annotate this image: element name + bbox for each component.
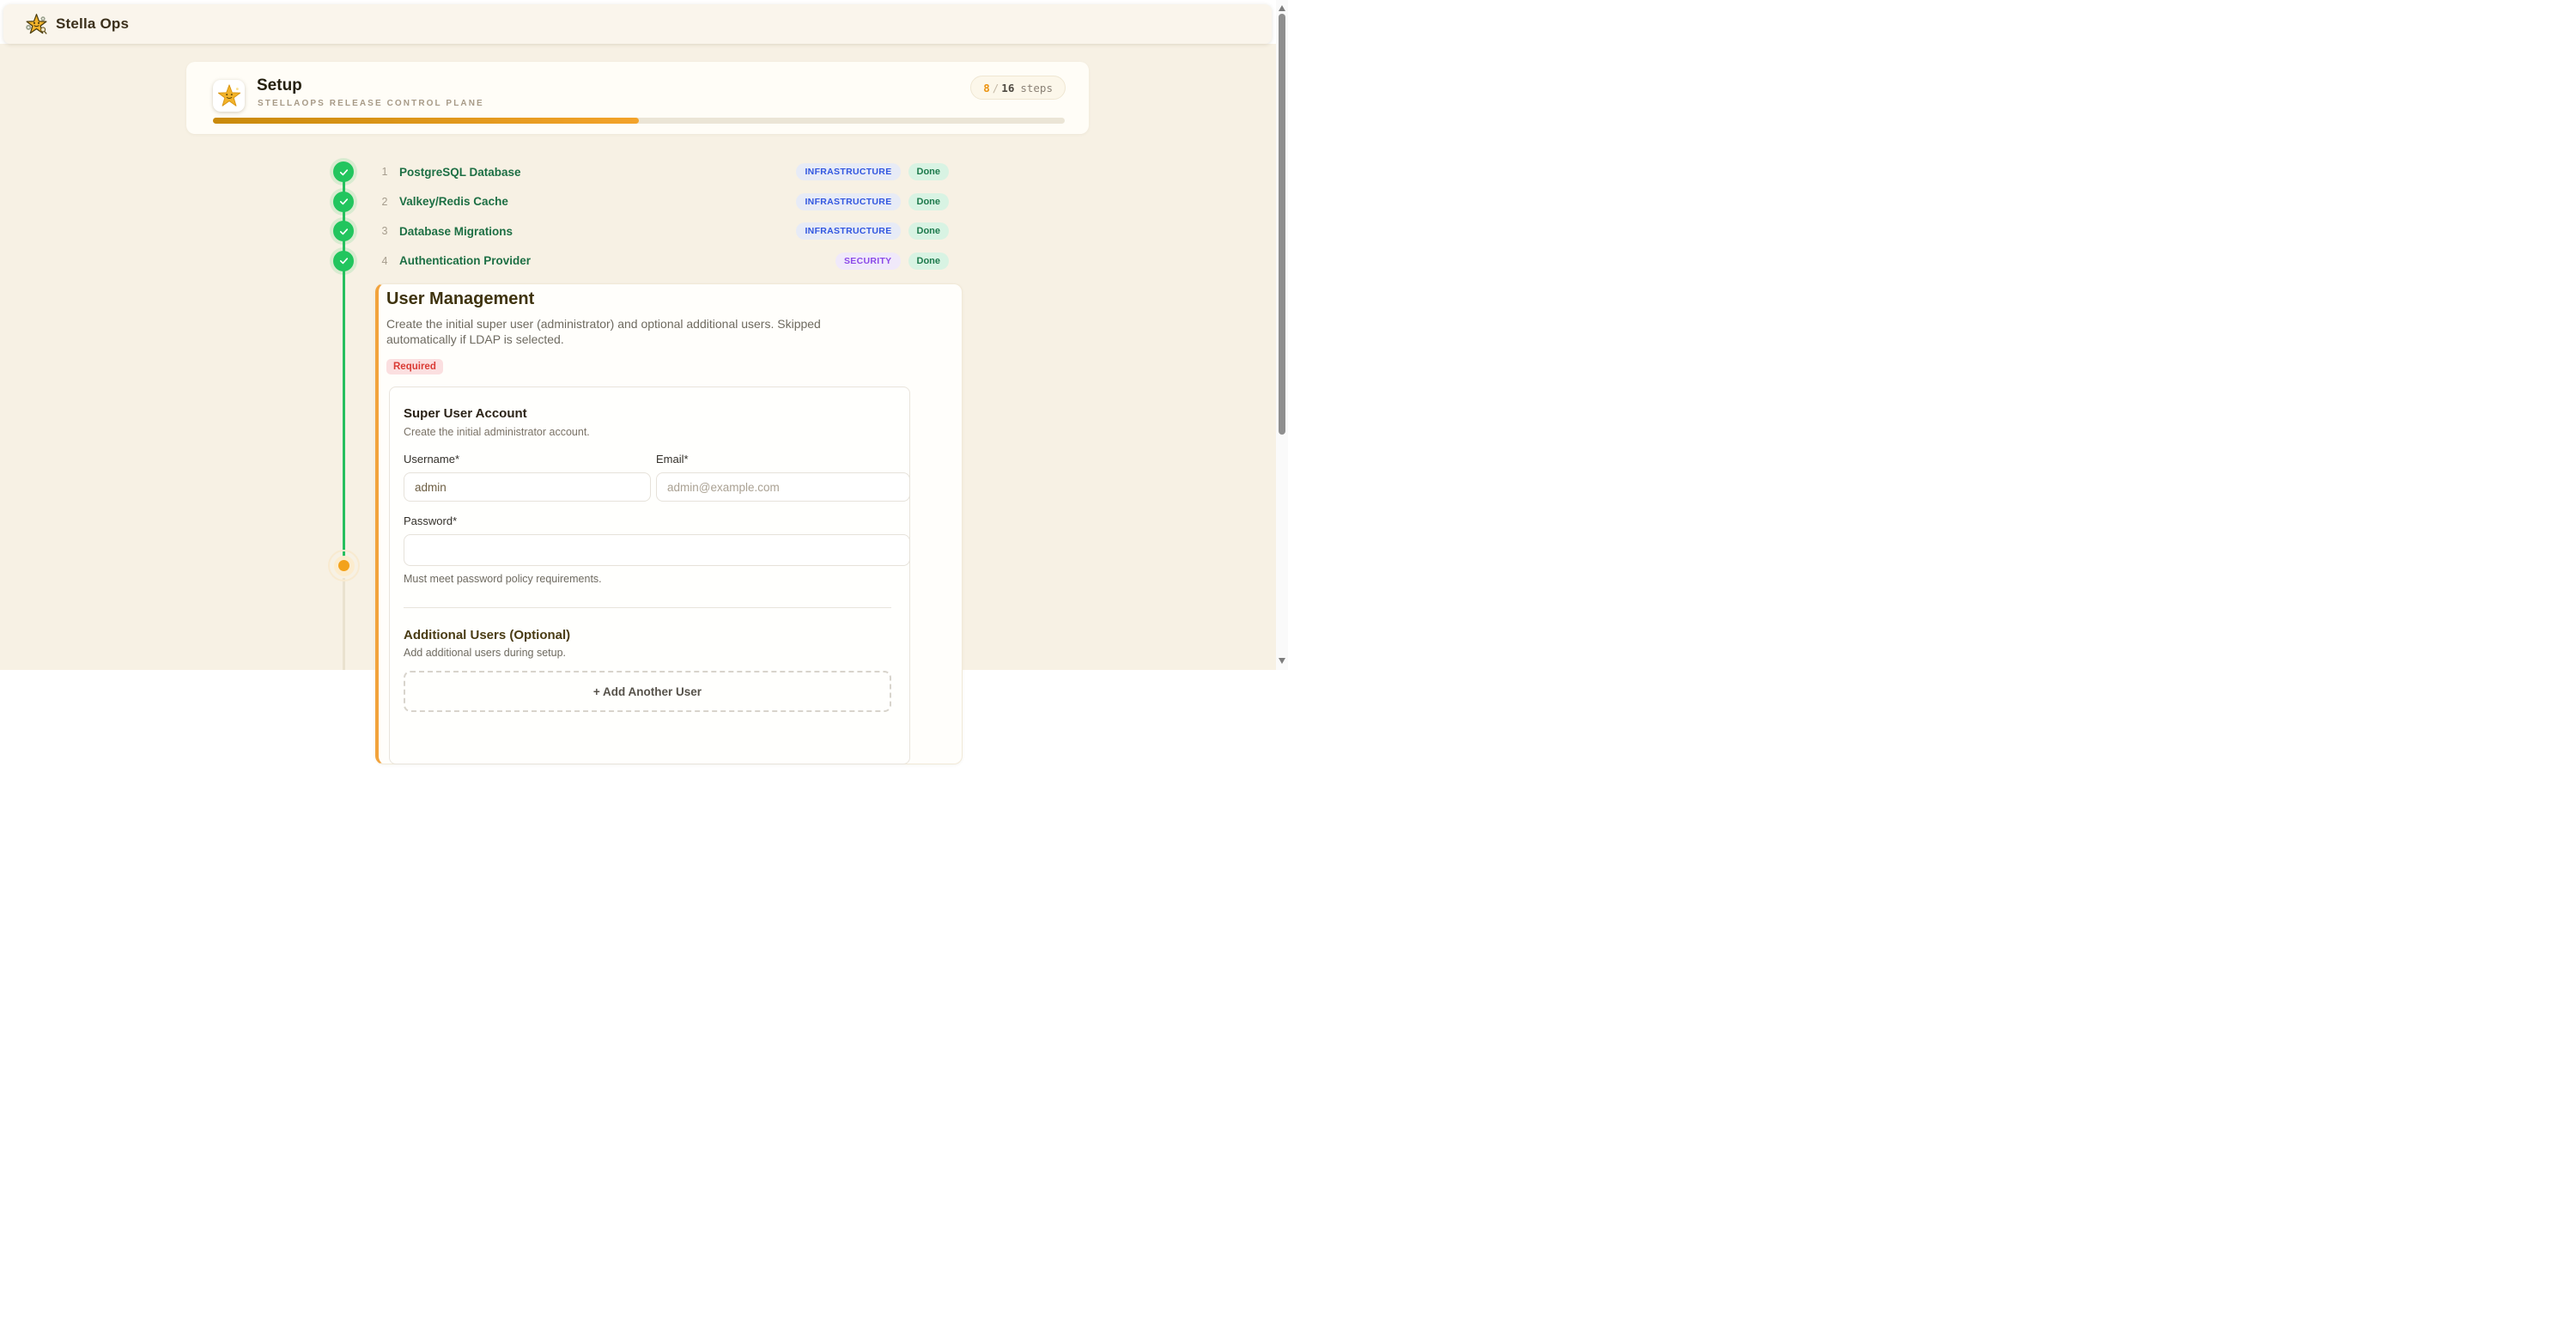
username-input[interactable]	[404, 472, 651, 502]
super-user-title: Super User Account	[404, 405, 527, 421]
step-complete-check-icon	[333, 161, 354, 182]
page-title: Setup	[257, 76, 302, 94]
status-badge: Done	[908, 163, 950, 180]
top-navbar	[3, 4, 1272, 44]
checklist-step-row[interactable]	[378, 192, 949, 212]
app-window	[0, 0, 1288, 698]
page-subtitle: STELLAOPS RELEASE CONTROL PLANE	[258, 99, 484, 108]
setup-progress-fill	[213, 118, 639, 124]
checklist-step-row[interactable]	[378, 161, 949, 182]
status-badge: Done	[908, 253, 950, 270]
page-content	[0, 44, 1276, 698]
password-input[interactable]	[404, 534, 910, 566]
step-number: 2	[381, 195, 388, 208]
email-label: Email*	[656, 452, 689, 466]
step-title: Valkey/Redis Cache	[399, 195, 508, 209]
checklist-step-row[interactable]	[378, 251, 949, 271]
super-user-card	[389, 386, 910, 764]
credentials-grid	[404, 453, 909, 502]
email-input[interactable]	[656, 472, 910, 502]
stella-ops-logo-icon	[25, 13, 48, 36]
step-number: 4	[381, 254, 388, 267]
user-management-card	[375, 283, 963, 764]
scrollbar-up-arrow-icon[interactable]	[1279, 5, 1285, 11]
steps-done-count: 8	[983, 81, 990, 94]
category-badge: INFRASTRUCTURE	[796, 193, 900, 210]
email-field-group	[656, 453, 910, 502]
timeline-line-upcoming	[343, 578, 345, 670]
vertical-scrollbar[interactable]	[1276, 0, 1288, 670]
section-title: User Management	[386, 289, 535, 308]
setup-logo-icon	[213, 80, 245, 112]
current-step-marker	[328, 550, 360, 581]
setup-progress-bar	[213, 118, 1065, 124]
scrollbar-down-arrow-icon[interactable]	[1279, 658, 1285, 664]
step-number: 3	[381, 225, 388, 238]
step-number: 1	[381, 166, 388, 178]
current-step-dot	[338, 560, 349, 571]
category-badge: INFRASTRUCTURE	[796, 163, 900, 180]
username-label: Username*	[404, 452, 460, 466]
password-label: Password*	[404, 514, 458, 528]
category-badge: INFRASTRUCTURE	[796, 222, 900, 240]
steps-separator: /	[992, 81, 999, 94]
section-description: Create the initial super user (administrator) and optional additional users. Skipped automatically if LDAP is selected.	[386, 317, 821, 346]
status-badge: Done	[908, 222, 950, 240]
step-complete-check-icon	[333, 192, 354, 212]
scrollbar-thumb[interactable]	[1279, 14, 1285, 435]
status-badge: Done	[908, 193, 950, 210]
section-divider	[404, 607, 891, 608]
password-helper-text: Must meet password policy requirements.	[404, 573, 602, 586]
checklist-step-row[interactable]	[378, 221, 949, 241]
steps-label: steps	[1020, 81, 1053, 94]
app-title: Stella Ops	[56, 15, 130, 32]
password-field-group	[404, 514, 909, 585]
step-title: Authentication Provider	[399, 254, 532, 268]
current-step-glow	[334, 556, 355, 576]
step-complete-check-icon	[333, 251, 354, 271]
username-field-group	[404, 453, 651, 502]
setup-header-card	[186, 62, 1089, 134]
steps-total-count: 16	[1001, 81, 1015, 94]
required-badge: Required	[386, 359, 443, 374]
setup-checklist	[378, 161, 949, 271]
category-badge: SECURITY	[835, 253, 901, 270]
add-another-user-button[interactable]: + Add Another User	[404, 671, 891, 712]
additional-users-title: Additional Users (Optional)	[404, 628, 571, 643]
steps-progress-badge	[970, 76, 1066, 100]
additional-users-description: Add additional users during setup.	[404, 647, 567, 660]
super-user-description: Create the initial administrator account.	[404, 425, 590, 438]
step-complete-check-icon	[333, 221, 354, 241]
step-title: Database Migrations	[399, 224, 513, 238]
step-title: PostgreSQL Database	[399, 165, 521, 179]
